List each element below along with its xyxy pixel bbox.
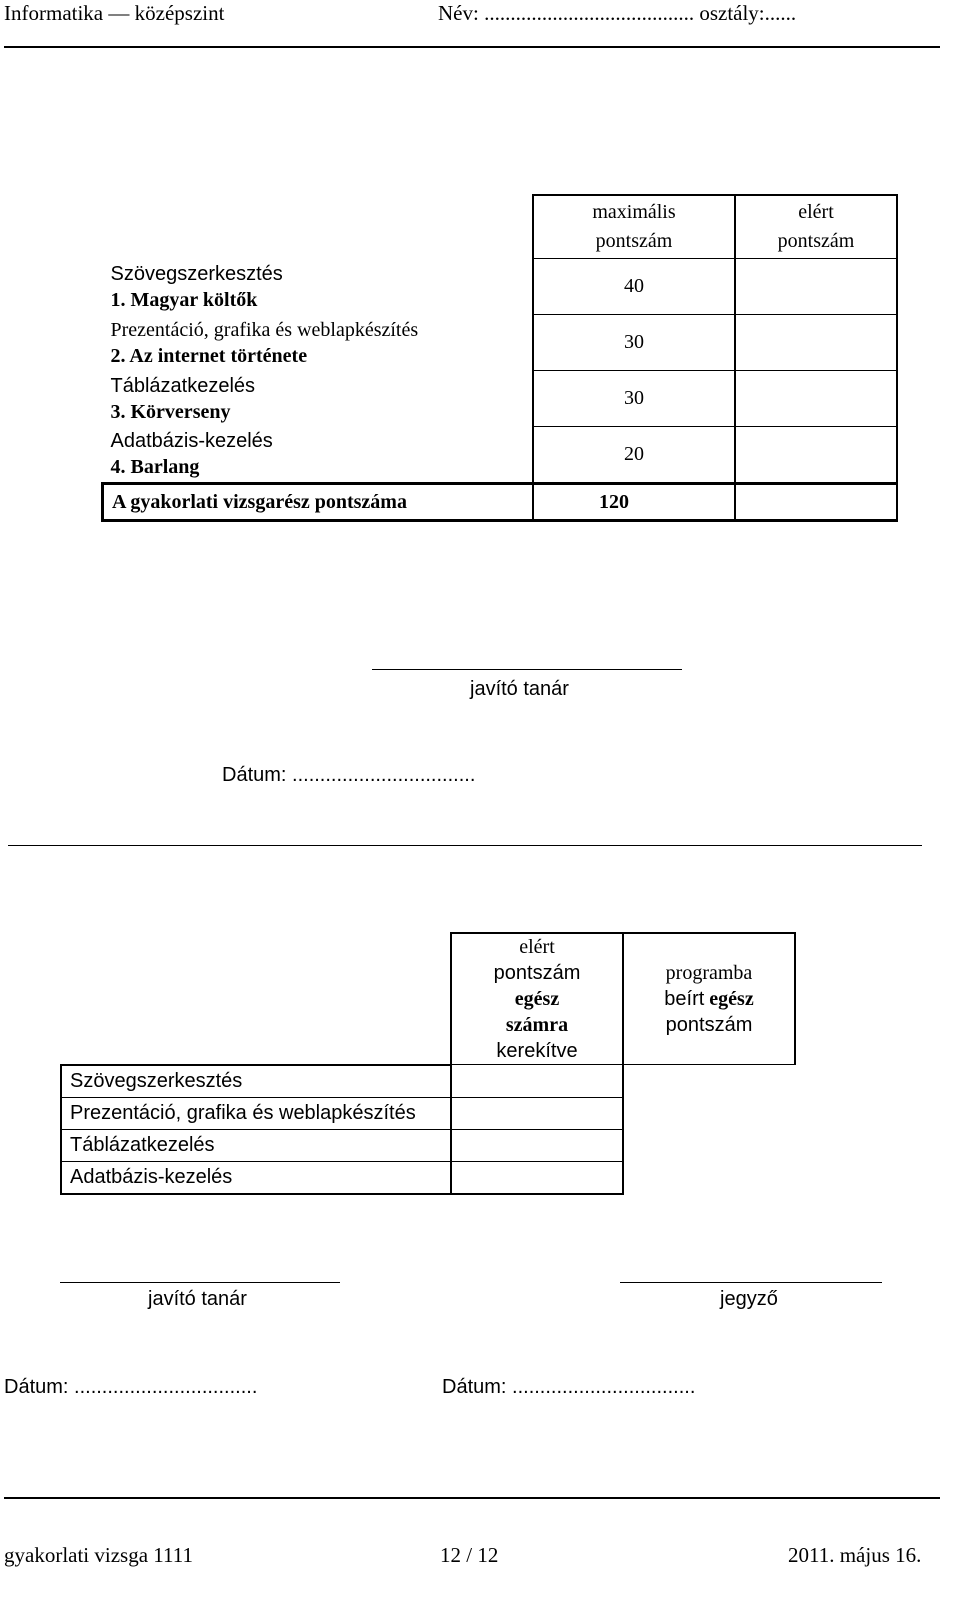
score-total-label: A gyakorlati vizsgarész pontszáma xyxy=(103,484,534,521)
header-subject: Informatika — középszint xyxy=(4,1,225,25)
date-field-left[interactable]: Dátum: ................................. xyxy=(4,1376,258,1398)
score-row-max: 40 xyxy=(533,259,735,315)
col-got-header: elért pontszám xyxy=(735,195,897,259)
footer-page-number: 12 / 12 xyxy=(440,1543,499,1567)
col-rounded-header: elért pontszám egész számra kerekítve xyxy=(451,933,623,1065)
signature-role: javító tanár xyxy=(470,678,569,700)
score-row-category: Prezentáció, grafika és weblapkészítés xyxy=(110,318,419,341)
score-row-got[interactable] xyxy=(735,427,897,484)
score-row-category: Táblázatkezelés xyxy=(110,374,256,397)
summary-row-label: Táblázatkezelés xyxy=(61,1129,451,1161)
footer-rule xyxy=(4,1497,940,1499)
score-row-task: 3. Körverseny xyxy=(110,400,231,423)
score-row-category: Adatbázis-kezelés xyxy=(110,430,273,453)
summary-row-label: Szövegszerkesztés xyxy=(61,1065,451,1098)
summary-row-rounded[interactable] xyxy=(451,1129,623,1161)
date-field[interactable]: Dátum: ................................. xyxy=(222,764,476,786)
score-total-row xyxy=(103,484,898,521)
score-row-got[interactable] xyxy=(735,371,897,427)
score-row xyxy=(103,259,898,315)
score-table xyxy=(101,194,898,522)
score-table-blank-head xyxy=(103,195,534,259)
footer-exam: gyakorlati vizsga 1111 xyxy=(4,1543,193,1567)
section-divider xyxy=(8,845,922,846)
signature-line xyxy=(372,669,682,670)
score-total-max: 120 xyxy=(533,484,735,521)
score-total-got[interactable] xyxy=(735,484,897,521)
summary-row-label: Adatbázis-kezelés xyxy=(61,1161,451,1194)
summary-row-rounded[interactable] xyxy=(451,1161,623,1194)
score-row-task: 1. Magyar költők xyxy=(110,288,258,311)
summary-row xyxy=(61,1097,795,1129)
score-row-got[interactable] xyxy=(735,259,897,315)
signature-line-left xyxy=(60,1282,340,1283)
header-name-field: Név: ........................................ osztály:...... xyxy=(438,1,797,25)
score-row xyxy=(103,371,898,427)
date-field-right[interactable]: Dátum: ................................. xyxy=(442,1376,696,1398)
signature-role-right: jegyző xyxy=(720,1288,778,1310)
footer-date: 2011. május 16. xyxy=(788,1543,922,1567)
summary-row xyxy=(61,1065,795,1098)
score-row-task: 4. Barlang xyxy=(110,456,200,479)
signature-role-left: javító tanár xyxy=(148,1288,247,1310)
score-row-max: 30 xyxy=(533,315,735,371)
summary-row xyxy=(61,1161,795,1194)
summary-table xyxy=(60,932,796,1195)
summary-row-rounded[interactable] xyxy=(451,1097,623,1129)
summary-row xyxy=(61,1129,795,1161)
score-row-max: 20 xyxy=(533,427,735,484)
signature-line-right xyxy=(620,1282,882,1283)
score-row xyxy=(103,315,898,371)
col-max-header: maximális pontszám xyxy=(533,195,735,259)
summary-row-label: Prezentáció, grafika és weblapkészítés xyxy=(61,1097,451,1129)
score-row xyxy=(103,427,898,484)
score-row-got[interactable] xyxy=(735,315,897,371)
score-row-task: 2. Az internet története xyxy=(110,344,308,367)
score-row-category: Szövegszerkesztés xyxy=(110,262,283,285)
score-row-max: 30 xyxy=(533,371,735,427)
col-entered-header: programba beírt egész pontszám xyxy=(623,933,795,1065)
summary-row-rounded[interactable] xyxy=(451,1065,623,1098)
header-rule xyxy=(4,46,940,48)
